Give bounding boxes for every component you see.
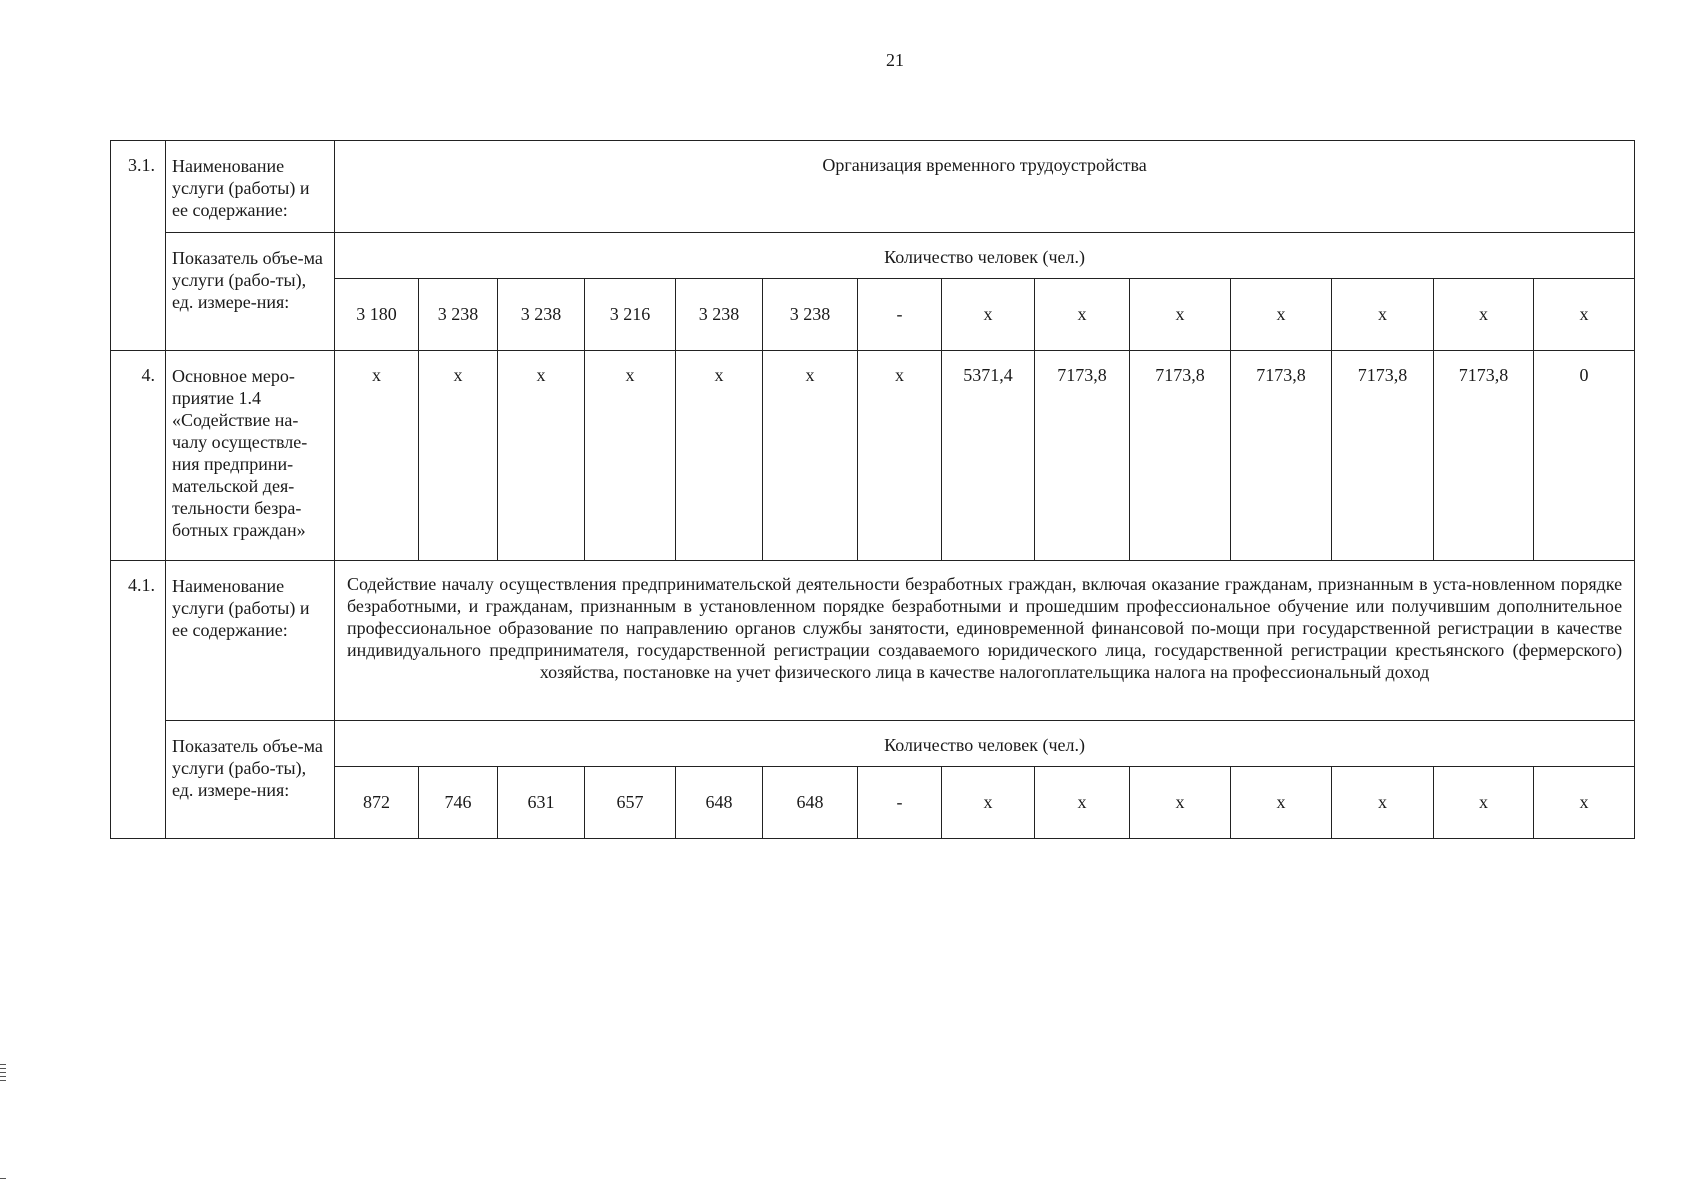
activity-label: Основное меро-приятие 1.4 «Содействие на-чалу осуществле-ния предприни-мательской дея-тельности безра-ботных граждан» xyxy=(166,351,335,561)
value-cell: x xyxy=(498,351,585,561)
value-cell: 7173,8 xyxy=(1434,351,1534,561)
unit-header: Количество человек (чел.) xyxy=(335,233,1635,279)
row-number: 4. xyxy=(111,351,166,561)
value-cell: x xyxy=(676,351,763,561)
service-name-label: Наименование услуги (работы) и ее содержание: xyxy=(166,141,335,233)
service-description-cell xyxy=(335,561,1635,721)
value-cell: x xyxy=(1130,279,1231,351)
value-cell: 3 238 xyxy=(419,279,498,351)
value-cell: x xyxy=(1434,279,1534,351)
value-cell: 746 xyxy=(419,767,498,839)
value-cell: 3 238 xyxy=(498,279,585,351)
row-4-1-unit xyxy=(111,721,1635,767)
value-cell: x xyxy=(1332,279,1434,351)
margin-tick-mark xyxy=(0,1178,6,1179)
value-cell: - xyxy=(858,767,942,839)
value-cell: 0 xyxy=(1534,351,1635,561)
row-number: 4.1. xyxy=(111,561,166,839)
row-4-1-values xyxy=(111,767,1635,839)
value-cell: 631 xyxy=(498,767,585,839)
indicator-label: Показатель объе-ма услуги (рабо-ты), ед. измере-ния: xyxy=(166,233,335,351)
value-cell: x xyxy=(1231,279,1332,351)
value-cell: 3 216 xyxy=(585,279,676,351)
value-cell: x xyxy=(1332,767,1434,839)
value-cell: 872 xyxy=(335,767,419,839)
service-name: Организация временного трудоустройства xyxy=(335,141,1635,233)
value-cell: 5371,4 xyxy=(942,351,1035,561)
value-cell: x xyxy=(335,351,419,561)
value-cell: x xyxy=(1434,767,1534,839)
service-name-label: Наименование услуги (работы) и ее содержание: xyxy=(166,561,335,721)
value-cell: 648 xyxy=(676,767,763,839)
margin-tick-marks xyxy=(0,1064,6,1084)
service-description: Содействие началу осуществления предпринимательской деятельности безработных граждан, включая оказание гражданам, признанным в уста-новленном порядке безработными, и гражданам, признанным в установленном порядке безработными и прошедшим профессиональное обучение или получившим дополнительное профессиональное образование по направлению органов службы занятости, единовременной финансовой по-мощи при государственной регистрации в качестве индивидуального предпринимателя, государственной регистрации создаваемого юридического лица, государственной регистрации крестьянского (фермерского) хозяйства, постановке на учет физического лица в качестве налогоплательщика налога на профессиональный доход xyxy=(347,574,1623,682)
value-cell: - xyxy=(858,279,942,351)
value-cell: x xyxy=(1231,767,1332,839)
row-3-1-name xyxy=(111,141,1635,233)
value-cell: x xyxy=(1534,767,1635,839)
value-cell: x xyxy=(1130,767,1231,839)
program-table xyxy=(110,140,1635,839)
value-cell: 7173,8 xyxy=(1231,351,1332,561)
row-4-1-name xyxy=(111,561,1635,721)
row-number: 3.1. xyxy=(111,141,166,351)
value-cell: x xyxy=(858,351,942,561)
value-cell: 3 238 xyxy=(763,279,858,351)
value-cell: 7173,8 xyxy=(1332,351,1434,561)
value-cell: 648 xyxy=(763,767,858,839)
value-cell: 3 238 xyxy=(676,279,763,351)
value-cell: x xyxy=(942,767,1035,839)
page-number: 21 xyxy=(886,50,904,70)
value-cell: 7173,8 xyxy=(1130,351,1231,561)
indicator-label: Показатель объе-ма услуги (рабо-ты), ед. измере-ния: xyxy=(166,721,335,839)
value-cell: x xyxy=(585,351,676,561)
value-cell: x xyxy=(1035,279,1130,351)
value-cell: x xyxy=(419,351,498,561)
value-cell: 3 180 xyxy=(335,279,419,351)
row-4 xyxy=(111,351,1635,561)
value-cell: x xyxy=(1035,767,1130,839)
row-3-1-values xyxy=(111,279,1635,351)
value-cell: 657 xyxy=(585,767,676,839)
row-3-1-unit xyxy=(111,233,1635,279)
value-cell: 7173,8 xyxy=(1035,351,1130,561)
unit-header: Количество человек (чел.) xyxy=(335,721,1635,767)
value-cell: x xyxy=(763,351,858,561)
value-cell: x xyxy=(1534,279,1635,351)
value-cell: x xyxy=(942,279,1035,351)
